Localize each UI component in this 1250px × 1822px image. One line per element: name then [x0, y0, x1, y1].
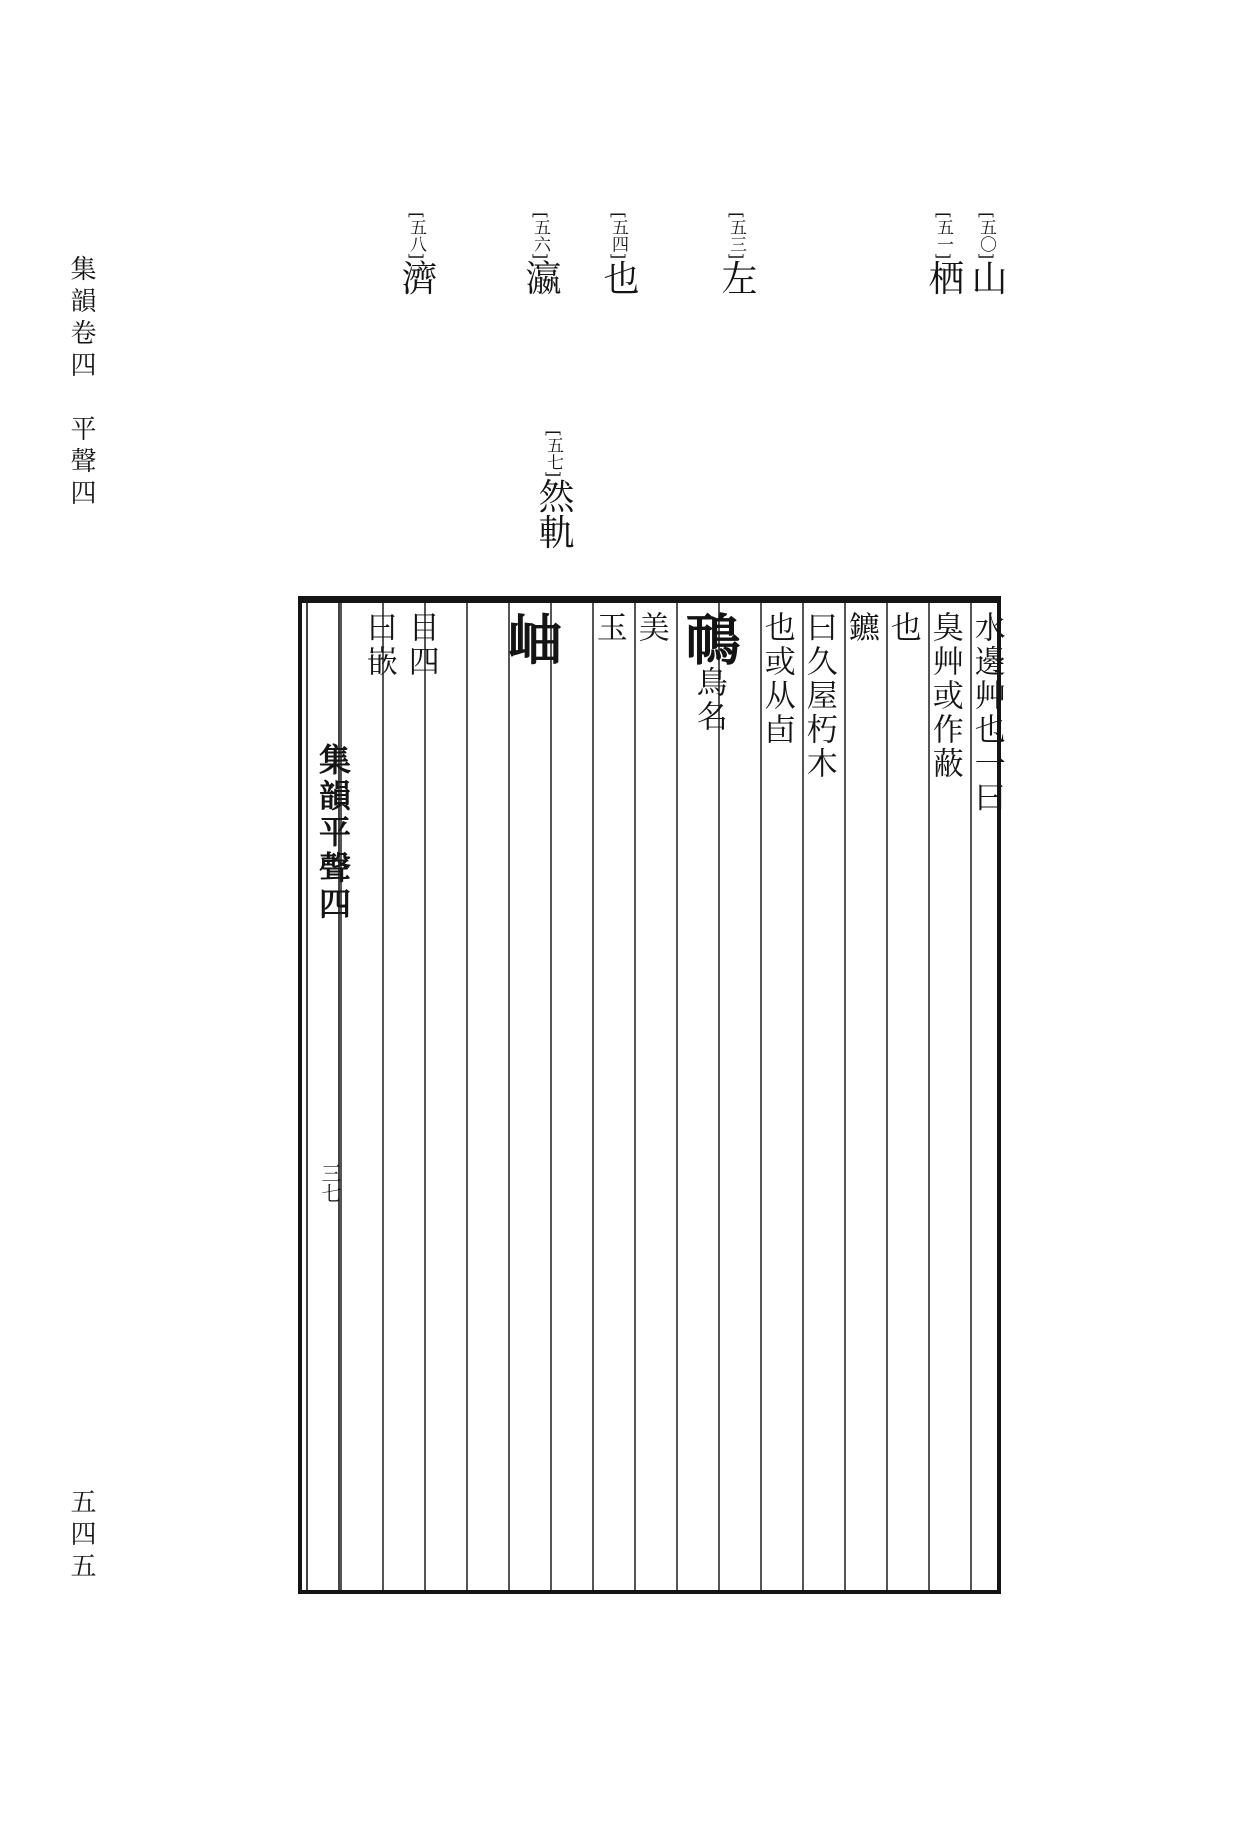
text-column: 美: [632, 611, 669, 645]
text-frame: [298, 596, 1005, 1594]
text-column: 曰嵌: [360, 611, 397, 679]
text-column: 水邊艸也一曰: [968, 611, 1005, 815]
text-column: 鳾鳥名: [676, 611, 742, 734]
running-head: 集韻卷四 平聲四: [66, 255, 96, 511]
text-column: 玉: [590, 611, 627, 645]
text-column: 也或从卣: [758, 611, 795, 747]
text-column: 也: [884, 611, 921, 645]
text-column: 鑣: [842, 611, 879, 645]
fold-page: 三七: [318, 1163, 342, 1203]
note-57: [五七]然軌: [533, 430, 574, 550]
text-column: 目四: [402, 611, 439, 679]
note-53: [五三]左: [716, 212, 757, 296]
text-column: 曰久屋朽木: [800, 611, 837, 781]
text-column: 岫: [498, 611, 564, 666]
text-column: 臭艸或作蔽: [926, 611, 963, 781]
fold-title: 集韻平聲四: [314, 743, 352, 923]
note-50: [五〇]山: [966, 212, 1007, 296]
note-58: [五八]濟: [396, 212, 437, 296]
note-56: [五六]瀛: [520, 212, 561, 296]
note-51: [五一]栖: [923, 212, 964, 296]
page-number: 五四五: [66, 1488, 96, 1584]
fold-strip: [306, 603, 352, 1590]
note-54: [五四]也: [598, 212, 639, 296]
